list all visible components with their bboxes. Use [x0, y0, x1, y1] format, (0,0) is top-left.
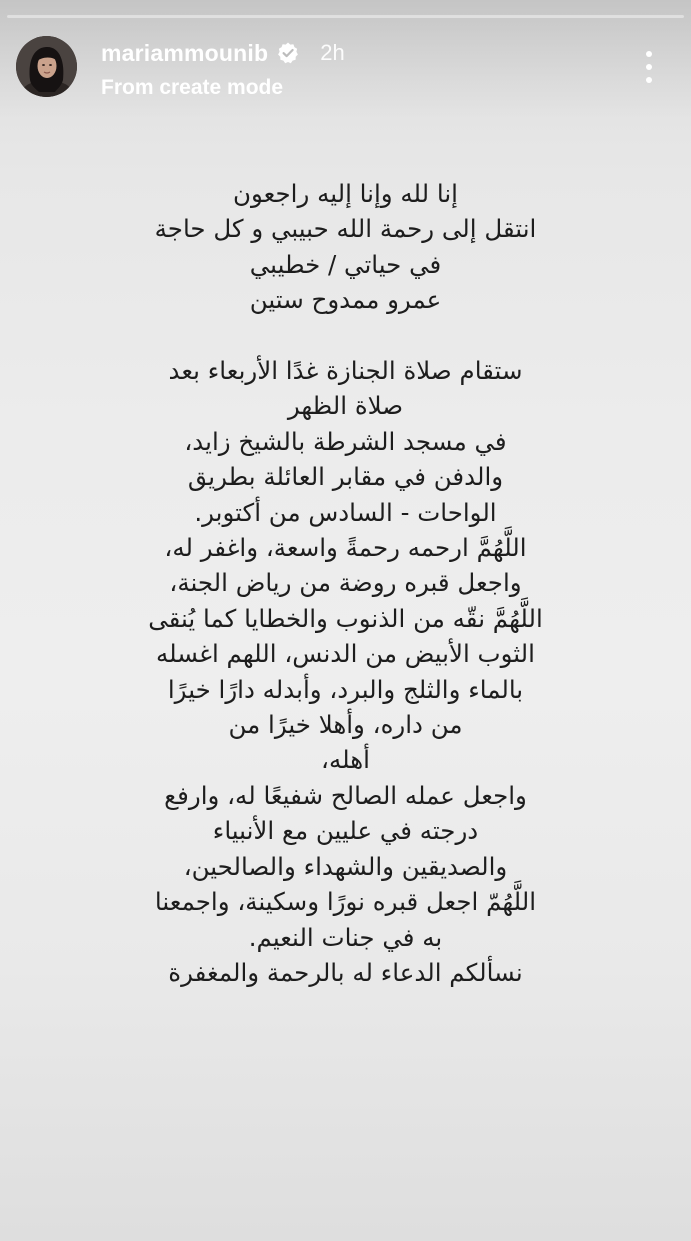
more-options-button[interactable]: [637, 49, 661, 85]
story-text-line: واجعل عمله الصالح شفيعًا له، وارفع: [164, 780, 527, 810]
story-time-ago: 2h: [320, 40, 345, 65]
story-text-line: ستقام صلاة الجنازة غدًا الأربعاء بعد: [168, 356, 523, 386]
story-text-line: صلاة الظهر: [287, 391, 404, 421]
more-vertical-icon: [637, 49, 661, 85]
story-text-line: نسألكم الدعاء له بالرحمة والمغفرة: [168, 957, 523, 987]
story-text-line: والصديقين والشهداء والصالحين،: [183, 851, 508, 881]
story-text-line: اللَّهُمَّ نقّه من الذنوب والخطايا كما يُنقى: [148, 603, 543, 633]
verified-badge-icon: [276, 41, 300, 65]
story-text-line: به في جنات النعيم.: [248, 922, 443, 952]
story-text-line: في حياتي / خطيبي: [249, 249, 442, 279]
story-text-line: الثوب الأبيض من الدنس، اللهم اغسله: [156, 639, 535, 669]
story-text-line: والدفن في مقابر العائلة بطريق: [187, 462, 504, 492]
story-text-line: اللَّهُمَّ ارحمه رحمةً واسعة، واغفر له،: [164, 533, 527, 563]
story-text-blank-line: [84, 318, 607, 353]
story-user-row: [101, 36, 345, 70]
story-text-line: من داره، وأهلا خيرًا من: [228, 710, 463, 740]
story-text-line: انتقل إلى رحمة الله حبيبي و كل حاجة: [154, 214, 537, 244]
story-text-line: اللَّهُمّ اجعل قبره نورًا وسكينة، واجمعنا: [154, 887, 537, 917]
story-text-line: الواحات - السادس من أكتوبر.: [194, 497, 497, 527]
username[interactable]: mariammounib: [101, 39, 269, 66]
story-text-line: إنا لله وإنا إليه راجعون: [233, 179, 458, 208]
story-header: [0, 0, 691, 120]
story-text-line: عمرو ممدوح ستين: [249, 285, 442, 315]
story-text-line: أهله،: [321, 745, 370, 775]
story-text-line: بالماء والثلج والبرد، وأبدله دارًا خيرًا: [167, 674, 524, 704]
avatar[interactable]: [16, 36, 77, 97]
story-text-block: [84, 176, 607, 990]
story-text-line: في مسجد الشرطة بالشيخ زايد،: [184, 426, 507, 456]
avatar-image: [16, 36, 77, 97]
story-text-line: درجته في عليين مع الأنبياء: [212, 816, 479, 846]
story-subtitle: From create mode: [101, 76, 284, 99]
story-text-line: واجعل قبره روضة من رياض الجنة،: [169, 568, 522, 598]
